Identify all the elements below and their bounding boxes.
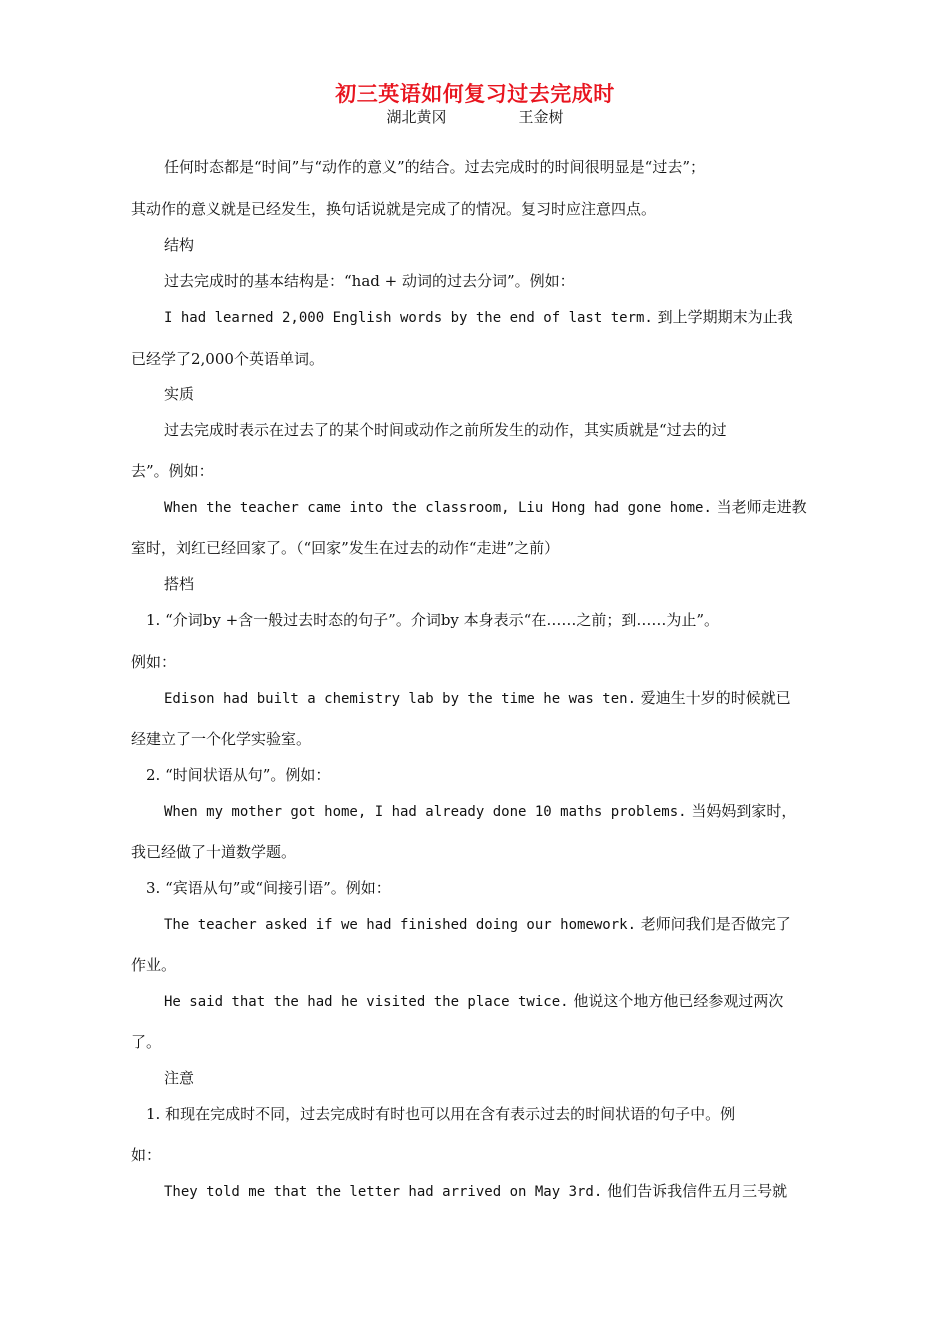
partner-item-2-example-en: When my mother got home, I had already done 10 maths problems. — [164, 804, 687, 820]
essence-example-cn: 当老师走进教 — [716, 498, 807, 516]
partner-item-2-example-cn-cont: 我已经做了十道数学题。 — [131, 843, 297, 861]
partner-item-3-example-1-en: The teacher asked if we had finished doing our homework. — [164, 917, 637, 933]
note-item-1-cont: 如： — [131, 1146, 162, 1164]
author-region: 湖北黄冈 — [386, 108, 447, 126]
intro-line-2: 其动作的意义就是已经发生，换句话说就是完成了的情况。复习时应注意四点。 — [131, 200, 657, 218]
structure-text: 过去完成时的基本结构是：“had + 动词的过去分词”。例如： — [164, 272, 575, 290]
note-item-1-example-cn: 他们告诉我信件五月三号就 — [607, 1182, 788, 1200]
partner-item-1-cont: 例如： — [131, 653, 177, 671]
partner-item-3-example-2-cn-cont: 了。 — [131, 1033, 162, 1051]
partner-item-3: 3. “宾语从句”或“间接引语”。例如： — [146, 879, 391, 897]
author-name: 王金树 — [518, 108, 564, 126]
intro-line-1: 任何时态都是“时间”与“动作的意义”的结合。过去完成时的时间很明显是“过去”； — [164, 158, 706, 176]
structure-example-en: I had learned 2,000 English words by the end of last term. — [164, 310, 653, 326]
partner-item-2-example — [164, 801, 796, 822]
author-line — [0, 106, 950, 127]
partner-item-3-example-2-cn: 他说这个地方他已经参观过两次 — [573, 992, 784, 1010]
note-item-1-example-en: They told me that the letter had arrived on May 3rd. — [164, 1184, 603, 1200]
heading-partner: 搭档 — [164, 575, 195, 593]
heading-essence: 实质 — [164, 385, 195, 403]
partner-item-1: 1. “介词by +含一般过去时态的句子”。介词by 本身表示“在……之前；到……为止”。 — [146, 611, 720, 629]
partner-item-2: 2. “时间状语从句”。例如： — [146, 766, 331, 784]
note-item-1: 1. 和现在完成时不同，过去完成时有时也可以用在含有表示过去的时间状语的句子中。例 — [146, 1105, 736, 1123]
partner-item-1-example-cn-cont: 经建立了一个化学实验室。 — [131, 730, 312, 748]
structure-example-cn-cont: 已经学了2,000个英语单词。 — [131, 350, 324, 368]
partner-item-2-example-cn: 当妈妈到家时， — [691, 802, 797, 820]
partner-item-1-example-cn: 爱迪生十岁的时候就已 — [640, 689, 791, 707]
partner-item-1-example-en: Edison had built a chemistry lab by the time he was ten. — [164, 691, 637, 707]
essence-example — [164, 497, 807, 518]
structure-example-cn: 到上学期期末为止我 — [657, 308, 793, 326]
partner-item-3-example-1-cn: 老师问我们是否做完了 — [640, 915, 791, 933]
page-title: 初三英语如何复习过去完成时 — [335, 82, 615, 106]
essence-example-cn-cont: 室时，刘红已经回家了。（“回家”发生在过去的动作“走进”之前） — [131, 539, 560, 557]
structure-example — [164, 307, 793, 328]
partner-item-3-example-2-en: He said that the had he visited the place twice. — [164, 994, 569, 1010]
essence-text-2: 去”。例如： — [131, 462, 214, 480]
partner-item-1-example — [164, 688, 791, 709]
essence-text-1: 过去完成时表示在过去了的某个时间或动作之前所发生的动作，其实质就是“过去的过 — [164, 421, 727, 439]
partner-item-3-example-1-cn-cont: 作业。 — [131, 956, 177, 974]
heading-structure: 结构 — [164, 236, 195, 254]
partner-item-3-example-2 — [164, 991, 783, 1012]
essence-example-en: When the teacher came into the classroom, Liu Hong had gone home. — [164, 500, 712, 516]
partner-item-3-example-1 — [164, 914, 791, 935]
note-item-1-example — [164, 1181, 787, 1202]
heading-note: 注意 — [164, 1069, 195, 1087]
